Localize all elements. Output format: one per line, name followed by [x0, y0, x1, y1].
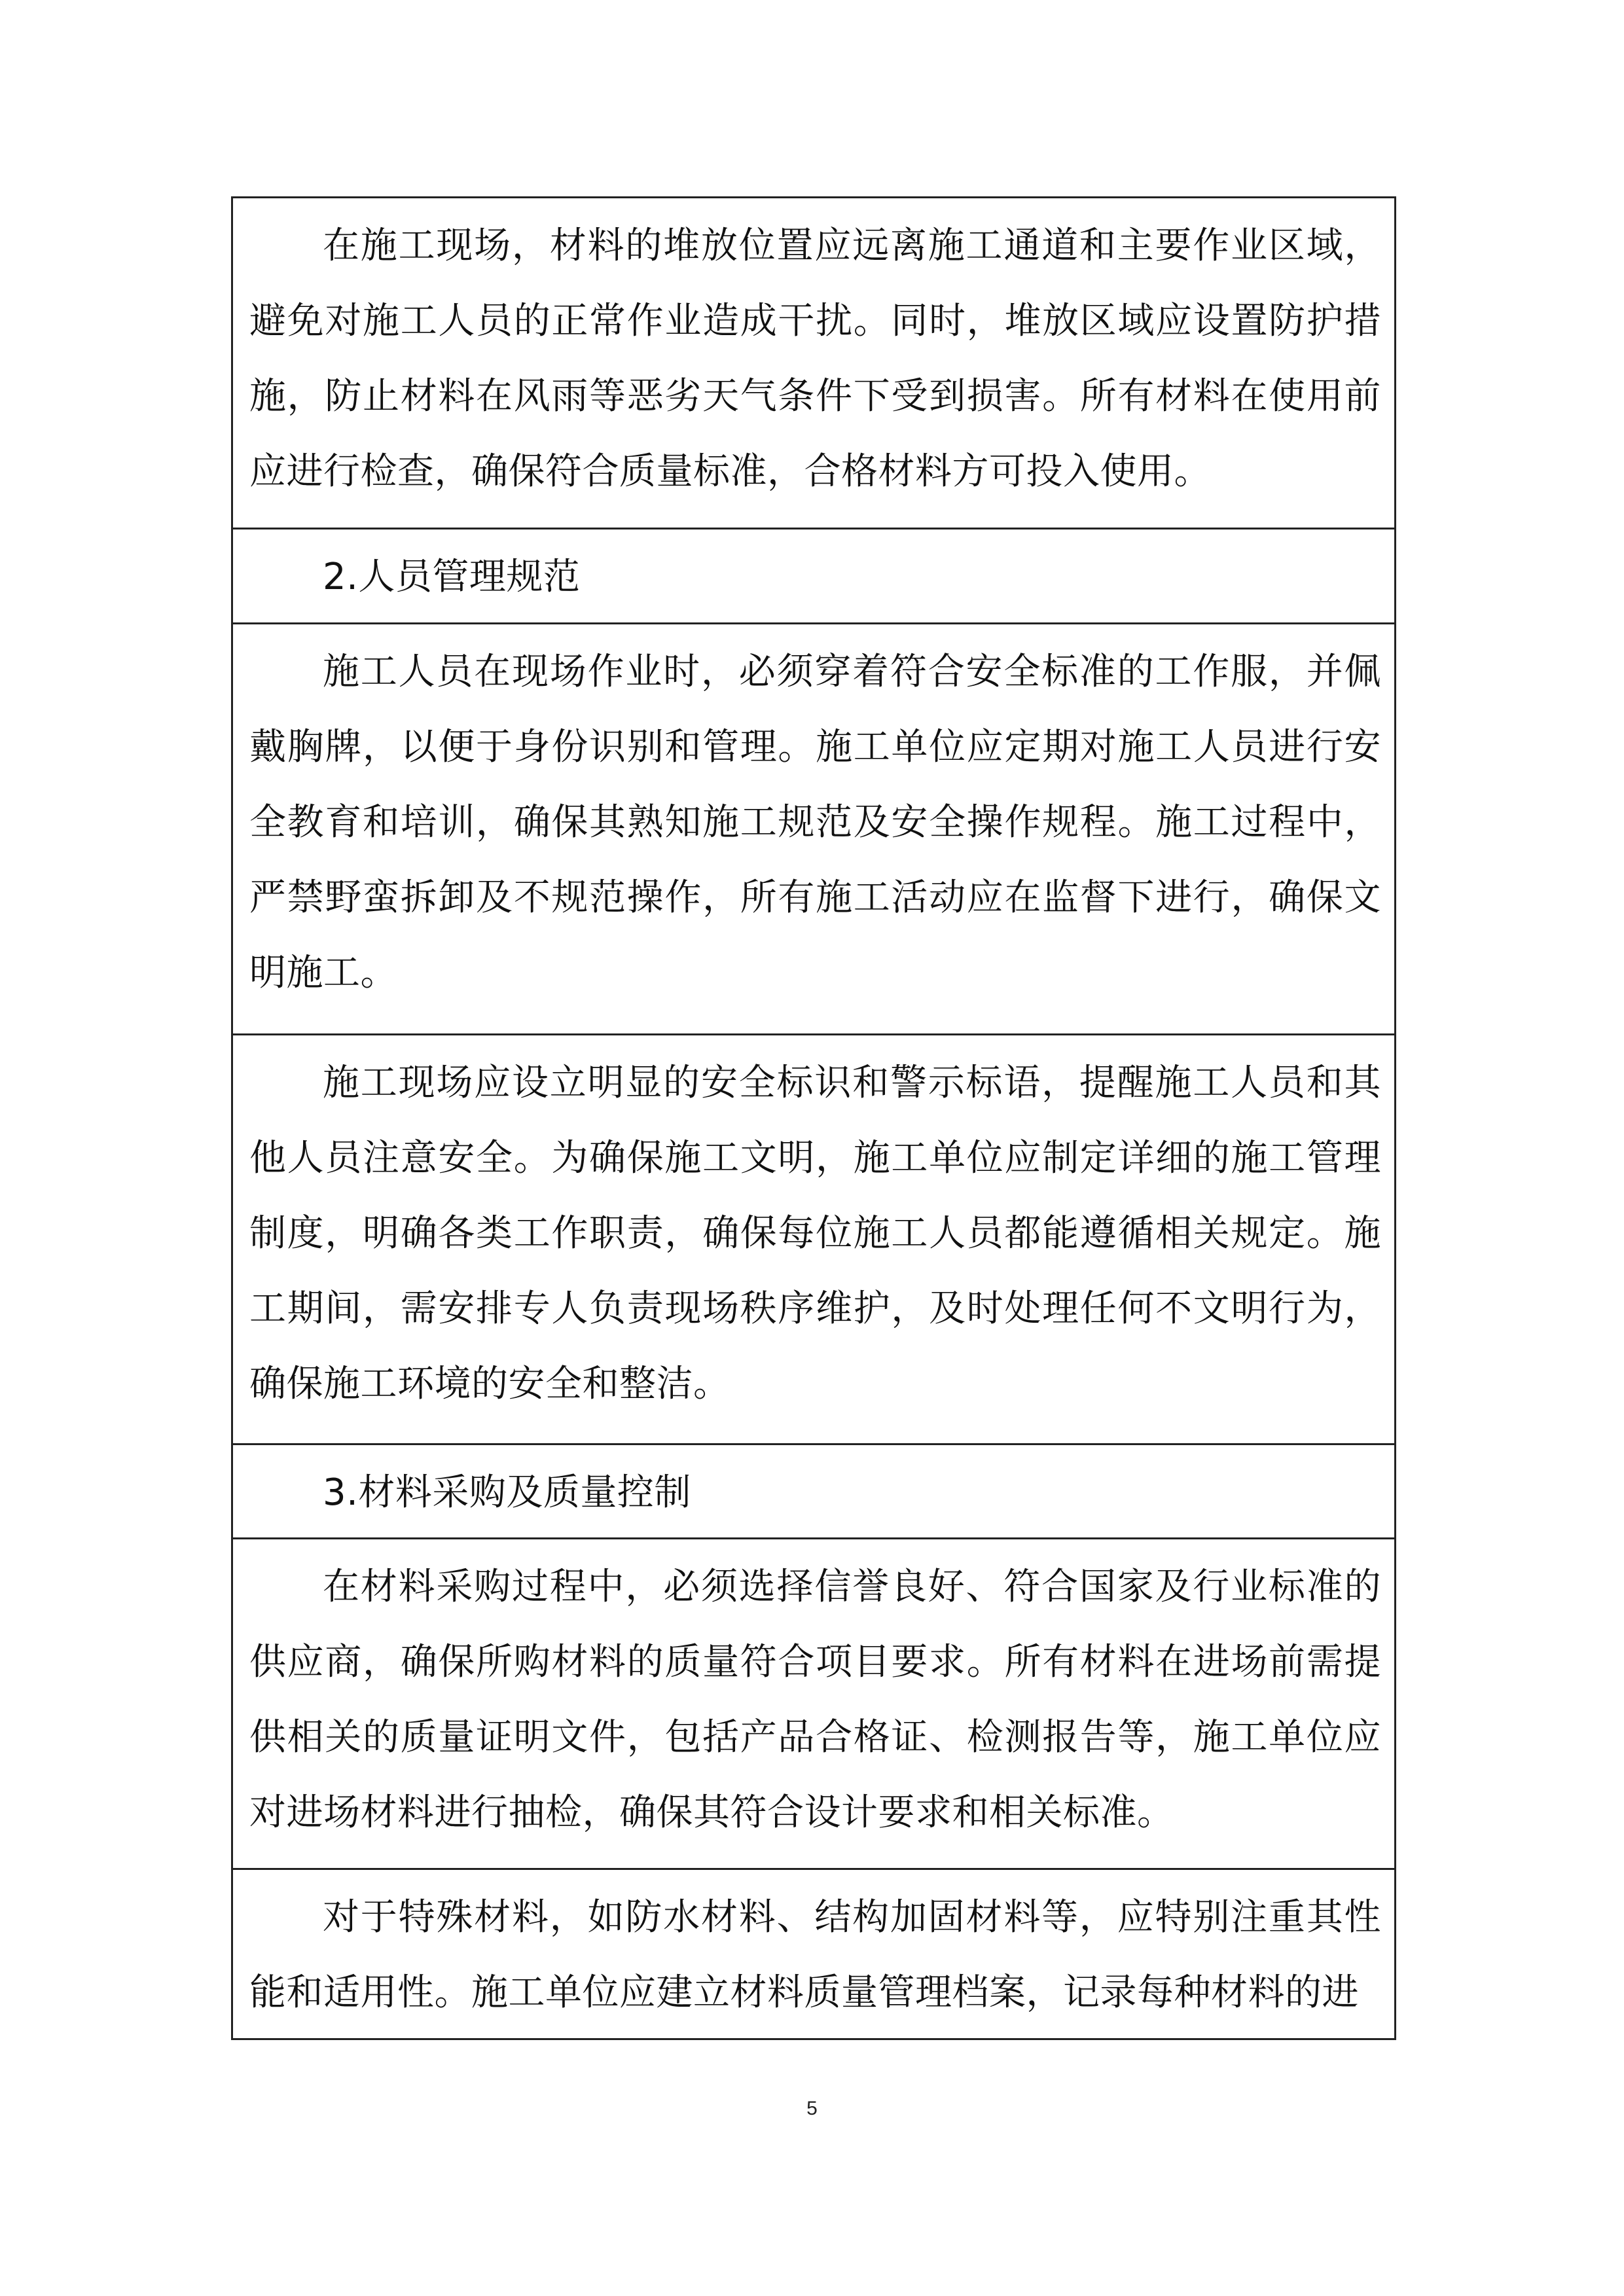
- paragraph-personnel-rules: 施工人员在现场作业时，必须穿着符合安全标准的工作服，并佩戴胸牌，以便于身份识别和管理。施工单位应定期对施工人员进行安全教育和培训，确保其熟知施工规范及安全操作规程。施工过程中，严禁野蛮拆卸及不规范操作，所有施工活动应在监督下进行，确保文明施工。: [249, 651, 1381, 994]
- section-heading-procurement: 3.材料采购及质量控制: [323, 1471, 691, 1514]
- table-row: [233, 1537, 1394, 1868]
- paragraph-safety-signs: 施工现场应设立明显的安全标识和警示标语，提醒施工人员和其他人员注意安全。为确保施工文明，施工单位应制定详细的施工管理制度，明确各类工作职责，确保每位施工人员都能遵循相关规定。施工期间，需安排专人负责现场秩序维护，及时处理任何不文明行为，确保施工环境的安全和整洁。: [249, 1062, 1381, 1405]
- table-row: [233, 622, 1394, 1033]
- paragraph-procurement: 在材料采购过程中，必须选择信誉良好、符合国家及行业标准的供应商，确保所购材料的质量符合项目要求。所有材料在进场前需提供相关的质量证明文件，包括产品合格证、检测报告等，施工单位应对进场材料进行抽检，确保其符合设计要求和相关标准。: [249, 1566, 1381, 1834]
- table-row: [233, 1868, 1394, 2038]
- page-number: 5: [806, 2098, 818, 2119]
- table-row: [233, 1033, 1394, 1443]
- paragraph-special-materials: 对于特殊材料，如防水材料、结构加固材料等，应特别注重其性能和适用性。施工单位应建立材料质量管理档案，记录每种材料的进: [249, 1896, 1381, 2014]
- table-row: [233, 1443, 1394, 1537]
- table-row: [233, 528, 1394, 622]
- paragraph-material-storage: 在施工现场，材料的堆放位置应远离施工通道和主要作业区域，避免对施工人员的正常作业造成干扰。同时，堆放区域应设置防护措施，防止材料在风雨等恶劣天气条件下受到损害。所有材料在使用前应进行检查，确保符合质量标准，合格材料方可投入使用。: [249, 224, 1381, 493]
- section-heading-personnel: 2.人员管理规范: [323, 556, 581, 598]
- table-row: [233, 198, 1394, 528]
- document-table: [231, 196, 1396, 2040]
